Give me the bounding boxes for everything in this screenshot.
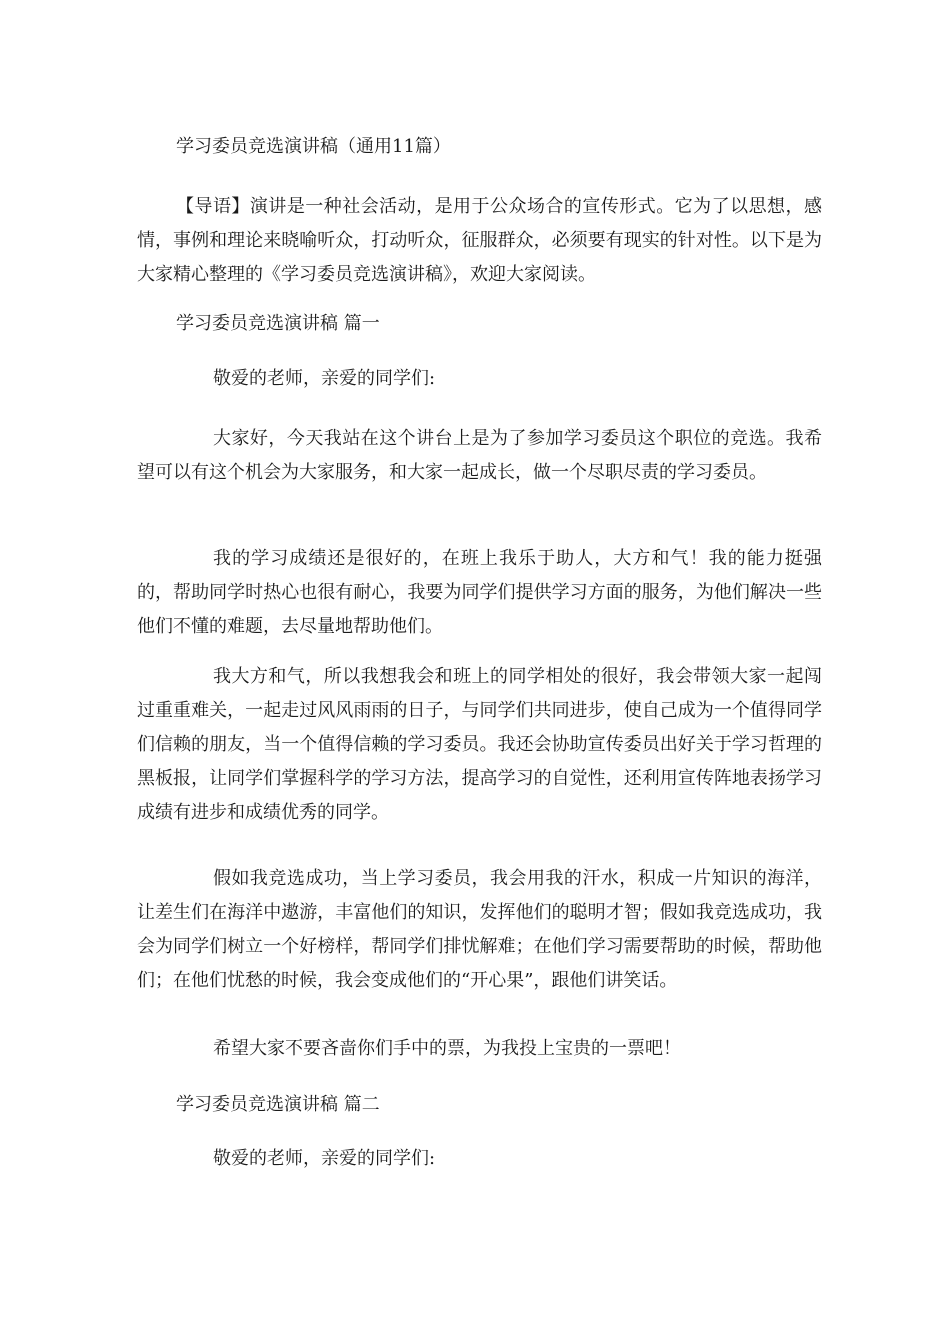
paragraph-4: 假如我竞选成功，当上学习委员，我会用我的汗水，积成一片知识的海洋，让差生们在海洋中遨游，丰富他们的知识，发挥他们的聪明才智；假如我竞选成功，我会为同学们树立一个好榜样，帮同学们排忧解难；在他们学习需要帮助的时候，帮助他们；在他们忧愁的时候，我会变成他们的“开心果”，跟他们讲笑话。: [137, 868, 822, 991]
paragraph-3: 我大方和气，所以我想我会和班上的同学相处的很好，我会带领大家一起闯过重重难关，一起走过风风雨雨的日子，与同学们共同进步，使自己成为一个值得同学们信赖的朋友，当一个值得信赖的学习委员。我还会协助宣传委员出好关于学习哲理的黑板报，让同学们掌握科学的学习方法，提高学习的自觉性，还利用宣传阵地表扬学习成绩有进步和成绩优秀的同学。: [137, 666, 822, 823]
section-heading-1: 学习委员竞选演讲稿 篇一: [176, 313, 380, 334]
section-heading-2: 学习委员竞选演讲稿 篇二: [176, 1094, 380, 1115]
document-title: 学习委员竞选演讲稿（通用11篇）: [176, 136, 451, 157]
greeting-1: 敬爱的老师，亲爱的同学们:: [213, 368, 436, 389]
paragraph-2: 我的学习成绩还是很好的，在班上我乐于助人，大方和气！我的能力挺强的，帮助同学时热心也很有耐心，我要为同学们提供学习方面的服务，为他们解决一些他们不懂的难题，去尽量地帮助他们。: [137, 548, 822, 637]
intro-paragraph: 【导语】演讲是一种社会活动，是用于公众场合的宣传形式。它为了以思想，感情，事例和理论来晓喻听众，打动听众，征服群众，必须要有现实的针对性。以下是为大家精心整理的《学习委员竞选演讲稿》，欢迎大家阅读。: [137, 196, 822, 285]
closing-line: 希望大家不要吝啬你们手中的票，为我投上宝贵的一票吧！: [213, 1038, 681, 1059]
paragraph-1: 大家好，今天我站在这个讲台上是为了参加学习委员这个职位的竞选。我希望可以有这个机会为大家服务，和大家一起成长，做一个尽职尽责的学习委员。: [137, 428, 822, 483]
greeting-2: 敬爱的老师，亲爱的同学们:: [213, 1148, 436, 1169]
